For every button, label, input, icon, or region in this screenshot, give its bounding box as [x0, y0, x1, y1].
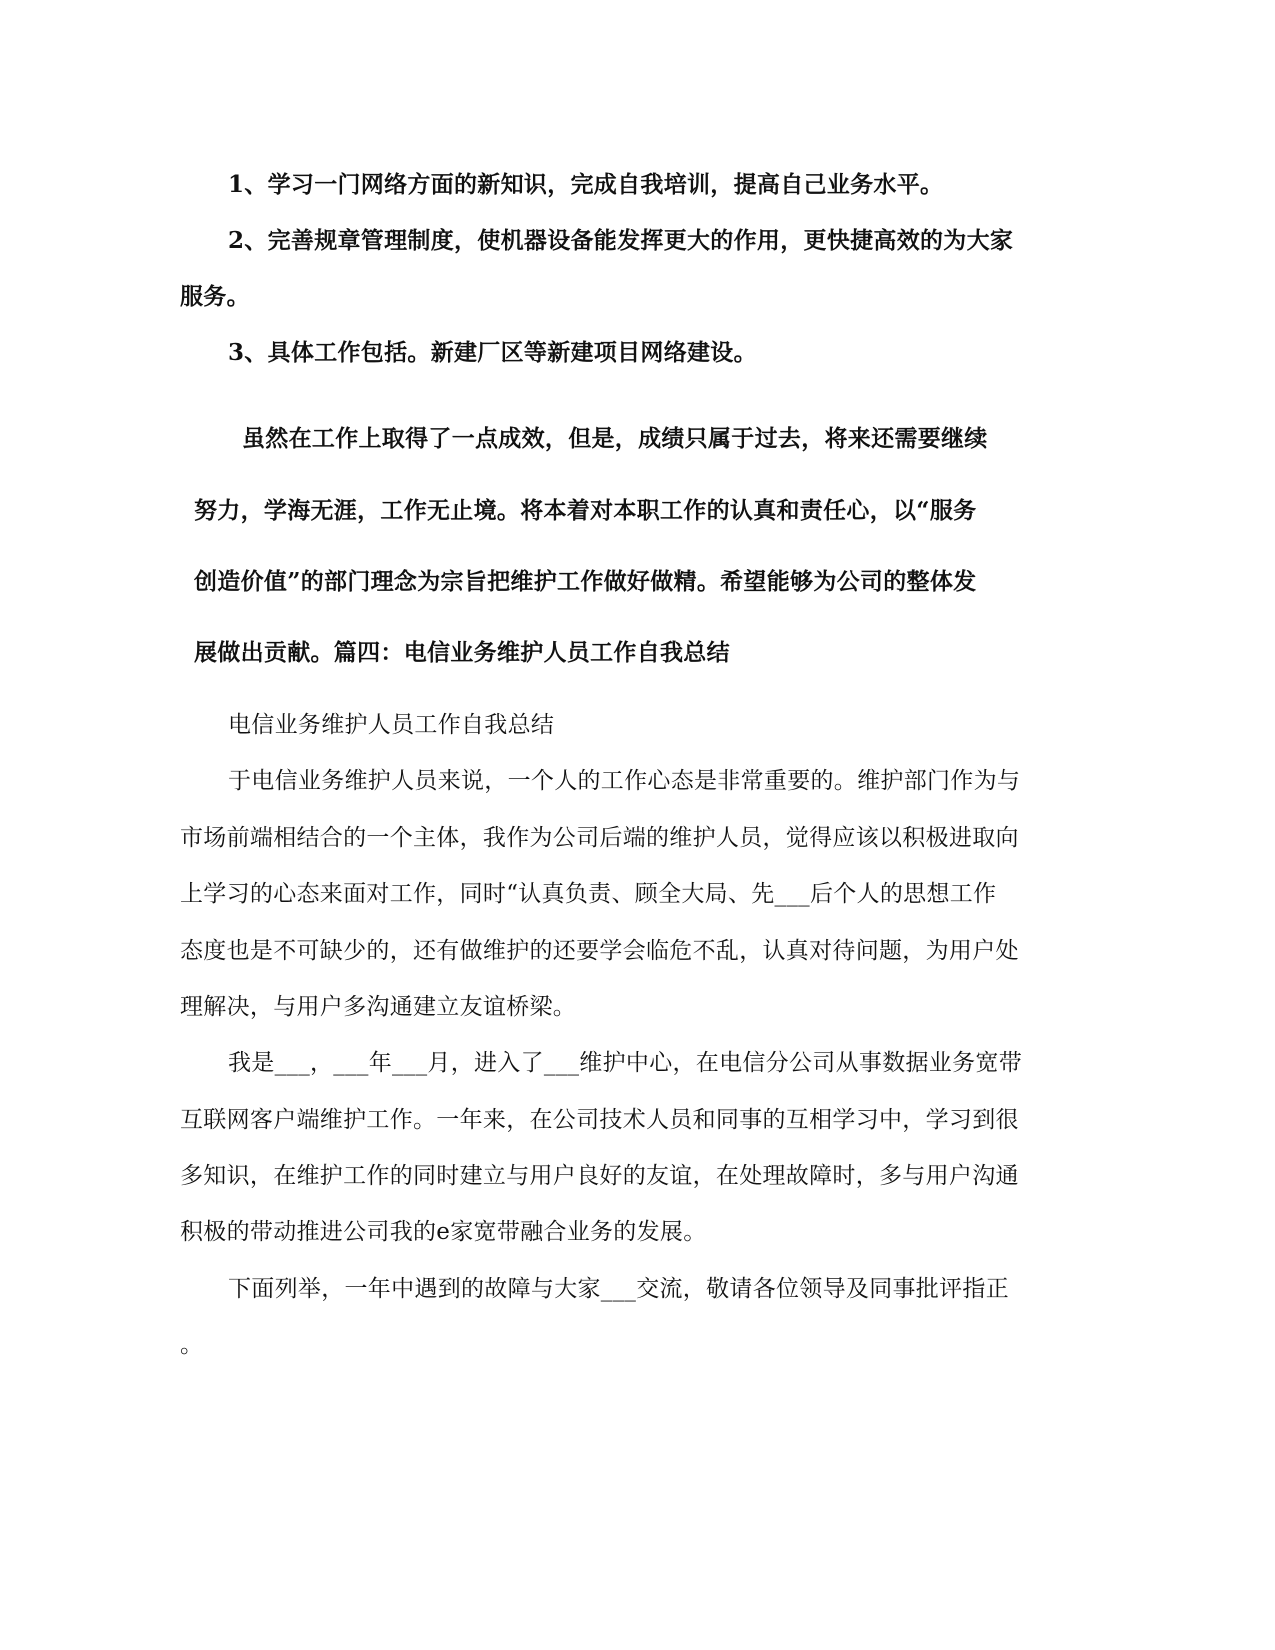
conclusion-line-4: 展做出贡献。篇四：电信业务维护人员工作自我总结 [194, 639, 730, 666]
paragraph-2-line-1: 我是___，___年___月，进入了___维护中心，在电信分公司从事数据业务宽带 [228, 1050, 1022, 1076]
list-item-1: 1、学习一门网络方面的新知识，完成自我培训，提高自己业务水平。 [228, 171, 944, 198]
paragraph-1-line-2: 市场前端相结合的一个主体，我作为公司后端的维护人员，觉得应该以积极进取向 [180, 825, 1019, 851]
paragraph-3-line-2: 。 [180, 1332, 204, 1358]
conclusion-line-2: 努力，学海无涯，工作无止境。将本着对本职工作的认真和责任心，以“服务 [194, 497, 977, 524]
paragraph-2-line-2: 互联网客户端维护工作。一年来，在公司技术人员和同事的互相学习中，学习到很 [180, 1107, 1019, 1133]
paragraph-2-line-3: 多知识，在维护工作的同时建立与用户良好的友谊，在处理故障时，多与用户沟通 [180, 1163, 1019, 1189]
conclusion-line-3: 创造价值”的部门理念为宗旨把维护工作做好做精。希望能够为公司的整体发 [194, 568, 977, 595]
paragraph-1-line-1: 于电信业务维护人员来说，一个人的工作心态是非常重要的。维护部门作为与 [228, 768, 1021, 794]
conclusion-line-1: 虽然在工作上取得了一点成效，但是，成绩只属于过去，将来还需要继续 [242, 425, 988, 452]
paragraph-1-line-3: 上学习的心态来面对工作，同时“认真负责、顾全大局、先___后个人的思想工作 [180, 881, 997, 907]
paragraph-1-line-5: 理解决，与用户多沟通建立友谊桥梁。 [180, 994, 577, 1020]
list-item-2-line-1: 2、完善规章管理制度，使机器设备能发挥更大的作用，更快捷高效的为大家 [228, 227, 1014, 254]
article-title: 电信业务维护人员工作自我总结 [228, 712, 555, 738]
paragraph-1-line-4: 态度也是不可缺少的，还有做维护的还要学会临危不乱，认真对待问题，为用户处 [180, 938, 1019, 964]
paragraph-2-line-4: 积极的带动推进公司我的e家宽带融合业务的发展。 [180, 1219, 707, 1245]
list-item-2-line-2: 服务。 [180, 283, 250, 310]
paragraph-3-line-1: 下面列举，一年中遇到的故障与大家___交流，敬请各位领导及同事批评指正 [228, 1276, 1009, 1302]
list-item-3: 3、具体工作包括。新建厂区等新建项目网络建设。 [228, 339, 757, 366]
